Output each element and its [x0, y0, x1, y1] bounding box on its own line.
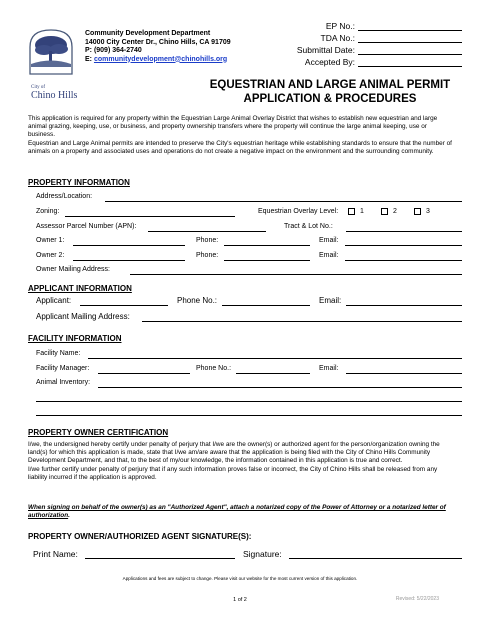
owner-2-field[interactable]: [73, 260, 185, 261]
apn-field[interactable]: [148, 231, 266, 232]
signature-field[interactable]: [289, 558, 462, 559]
owner-2-phone-field[interactable]: [224, 260, 310, 261]
department-phone: P: (909) 364-2740: [85, 47, 142, 54]
logo-city-name: Chino Hills: [31, 90, 78, 101]
facility-phone-label: Phone No.:: [196, 365, 232, 372]
department-email-link[interactable]: communitydevelopment@chinohills.org: [93, 55, 228, 63]
applicant-label: Applicant:: [36, 296, 72, 305]
overlay-level-3-label: 3: [426, 208, 430, 215]
overlay-level-3-checkbox[interactable]: [414, 208, 421, 215]
overlay-level-label: Equestrian Overlay Level:: [258, 208, 339, 215]
title-line-1: EQUESTRIAN AND LARGE ANIMAL PERMIT: [209, 79, 451, 91]
owner-1-phone-field[interactable]: [224, 245, 310, 246]
applicant-information-heading: APPLICANT INFORMATION: [28, 284, 132, 293]
animal-inventory-label: Animal Inventory:: [36, 379, 91, 386]
authorized-agent-notice: [28, 504, 454, 520]
address-field[interactable]: [105, 201, 462, 202]
intro-paragraph: [28, 115, 454, 156]
signature-label: Signature:: [243, 549, 282, 559]
title-line-2: APPLICATION & PROCEDURES: [243, 93, 417, 105]
property-information-heading: PROPERTY INFORMATION: [28, 178, 130, 187]
submittal-date-field[interactable]: [358, 54, 462, 55]
department-address: 14000 City Center Dr., Chino Hills, CA 91709: [85, 38, 231, 46]
owner-1-email-field[interactable]: [345, 245, 462, 246]
animal-inventory-field-1[interactable]: [98, 387, 462, 388]
facility-phone-field[interactable]: [236, 373, 310, 374]
ep-no-field[interactable]: [358, 30, 462, 31]
authorized-agent-notice-end: .: [68, 512, 70, 520]
overlay-level-1-checkbox[interactable]: [348, 208, 355, 215]
intro-text-1: This application is required for any property within the Equestrian Large Animal Overlay District that wishes to establish new equestrian and large animal grazing, keeping, use, or business, and property ownership transfers where the property will continue the large animal keeping, use or business.: [28, 115, 438, 139]
signature-heading: PROPERTY OWNER/AUTHORIZED AGENT SIGNATURE(S):: [28, 532, 252, 541]
animal-inventory-field-2[interactable]: [36, 401, 462, 402]
owner-2-label: Owner 2:: [36, 252, 65, 259]
applicant-phone-field[interactable]: [222, 305, 310, 306]
certification-text: [28, 441, 454, 482]
submittal-date-label: Submittal Date:: [296, 45, 355, 55]
facility-name-field[interactable]: [88, 358, 462, 359]
applicant-mailing-label: Applicant Mailing Address:: [36, 312, 130, 321]
applicant-email-field[interactable]: [346, 305, 462, 306]
city-logo: [27, 27, 75, 79]
print-name-field[interactable]: [85, 558, 235, 559]
tract-lot-label: Tract & Lot No.:: [284, 223, 333, 230]
owner-1-field[interactable]: [73, 245, 185, 246]
animal-inventory-field-3[interactable]: [36, 415, 462, 416]
email-prefix: E:: [85, 55, 92, 63]
owner-1-phone-label: Phone:: [196, 237, 219, 244]
zoning-field[interactable]: [65, 216, 235, 217]
footer-note: Applications and fees are subject to change. Please visit our website for the most current version of this application.: [122, 576, 358, 581]
zoning-label: Zoning:: [36, 208, 60, 215]
tda-no-label: TDA No.:: [320, 33, 355, 43]
tree-logo-icon: [27, 27, 75, 79]
intro-text-2: Equestrian and Large Animal permits are intended to preserve the City's equestrian heritage while establishing standards to ensure that the number of animals on a property and associated uses and operations do not create a negative impact on the environment and the surrounding community.: [28, 139, 452, 155]
accepted-by-label: Accepted By:: [304, 57, 355, 67]
facility-manager-field[interactable]: [98, 373, 190, 374]
applicant-field[interactable]: [80, 305, 168, 306]
applicant-mailing-field[interactable]: [142, 321, 462, 322]
department-email-row: [85, 56, 231, 65]
facility-email-field[interactable]: [346, 373, 462, 374]
owner-2-email-field[interactable]: [345, 260, 462, 261]
apn-label: Assessor Parcel Number (APN):: [36, 223, 137, 230]
owner-mailing-label: Owner Mailing Address:: [36, 266, 110, 273]
logo-city-of: City of: [31, 85, 46, 90]
facility-email-label: Email:: [319, 365, 339, 372]
applicant-email-label: Email:: [319, 296, 342, 305]
overlay-level-2-checkbox[interactable]: [381, 208, 388, 215]
print-name-label: Print Name:: [33, 549, 78, 559]
address-label: Address/Location:: [36, 193, 93, 200]
owner-1-label: Owner 1:: [36, 237, 65, 244]
ep-no-label: EP No.:: [325, 21, 355, 31]
accepted-by-field[interactable]: [358, 66, 462, 67]
certification-text-1: I/we, the undersigned hereby certify under penalty of perjury that I/we are the owner(s) or authorized agent for the person/organization owning the land(s) for which this application is made, state that I/we am/are aware that the application is being filed with the City of Chino Hills Community Development Department, and that, to the best of my/our knowledge, the information contained in this application is true and correct.: [28, 441, 440, 465]
applicant-phone-label: Phone No.:: [177, 296, 218, 305]
overlay-level-1-label: 1: [360, 208, 364, 215]
tda-no-field[interactable]: [358, 42, 462, 43]
facility-name-label: Facility Name:: [36, 350, 81, 357]
certification-heading: PROPERTY OWNER CERTIFICATION: [28, 428, 169, 437]
department-name: Community Development Department: [85, 30, 211, 37]
form-title: [190, 78, 470, 106]
facility-manager-label: Facility Manager:: [36, 365, 90, 372]
overlay-level-2-label: 2: [393, 208, 397, 215]
owner-2-email-label: Email:: [319, 252, 339, 259]
page-number: 1 of 2: [233, 597, 247, 603]
facility-information-heading: FACILITY INFORMATION: [28, 334, 122, 343]
revised-date: Revised: 5/22/2023: [395, 596, 439, 602]
authorized-agent-notice-text: When signing on behalf of the owner(s) as an "Authorized Agent", attach a notarized copy of the Power of Attorney or a notarized letter of authorization: [28, 504, 446, 520]
tract-lot-field[interactable]: [346, 231, 462, 232]
department-block: [85, 30, 231, 64]
owner-1-email-label: Email:: [319, 237, 339, 244]
owner-2-phone-label: Phone:: [196, 252, 219, 259]
owner-mailing-field[interactable]: [130, 274, 462, 275]
certification-text-2: I/we further certify under penalty of perjury that if any such information proves false or incorrect, the City of Chino Hills shall be released from any liability incurred if the application is approved.: [28, 465, 438, 481]
